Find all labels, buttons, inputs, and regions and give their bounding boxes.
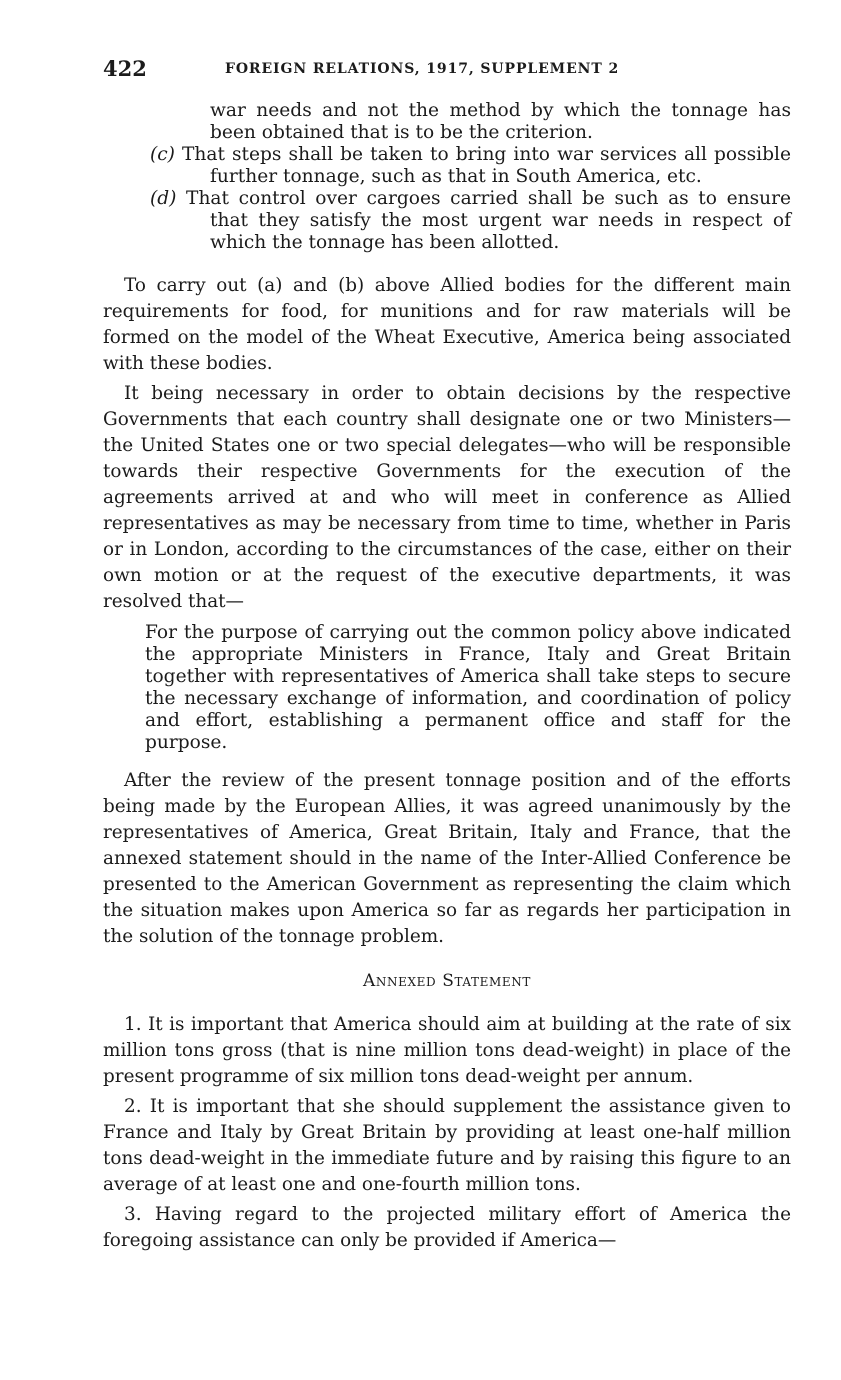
page-number: 422 [103, 56, 147, 81]
body-text [103, 100, 791, 1254]
running-head: FOREIGN RELATIONS, 1917, SUPPLEMENT 2 [225, 61, 620, 77]
paragraph-allied-bodies: To carry out (a) and (b) above Allied bodies for the different main requirements for food, for munitions and for raw materials will be formed on the model of the Wheat Executive, America being associated with these bodies. [103, 275, 791, 374]
annexed-point-1: 1. It is important that America should aim at building at the rate of six million tons gross (that is nine million tons dead-weight) in place of the present programme of six million tons dead-weight per annum. [103, 1014, 791, 1087]
annexed-point-2: 2. It is important that she should supplement the assistance given to France and Italy by Great Britain by providing at least one-half million tons dead-weight in the immediate future and by raising this figure to an average of at least one and one-fourth million tons. [103, 1096, 791, 1195]
list-item-text: That control over cargoes carried shall be such as to ensure that they satisfy the most urgent war needs in respect of which the tonnage has been allotted. [186, 188, 791, 253]
annexed-point-3: 3. Having regard to the projected military effort of America the foregoing assistance can only be provided if America— [103, 1204, 791, 1251]
list-item-c [150, 144, 791, 188]
list-item-text: That steps shall be taken to bring into war services all possible further tonnage, such as that in South America, etc. [182, 144, 791, 187]
list-item-d [150, 188, 791, 254]
paragraph-tonnage-review: After the review of the present tonnage position and of the efforts being made by the European Allies, it was agreed unanimously by the representatives of America, Great Britain, Italy and France, that the annexed statement should in the name of the Inter-Allied Conference be presented to the American Government as representing the claim which the situation makes upon America so far as regards her participation in the solution of the tonnage problem. [103, 770, 791, 947]
page-header [103, 56, 793, 86]
list-item-label: (d) [150, 188, 177, 209]
list-continuation: war needs and not the method by which the tonnage has been obtained that is to be the criterion. [210, 100, 791, 143]
paragraph-ministers: It being necessary in order to obtain decisions by the respective Governments that each country shall designate one or two Ministers—the United States one or two special delegates—who will be responsible towards their respective Governments for the execution of the agreements arrived at and who will meet in conference as Allied representatives as may be necessary from time to time, whether in Paris or in London, according to the circumstances of the case, either on their own motion or at the request of the executive departments, it was resolved that— [103, 383, 791, 612]
resolution-quote: For the purpose of carrying out the common policy above indicated the appropriate Ministers in France, Italy and Great Britain together with representatives of America shall take steps to secure the necessary exchange of information, and coordination of policy and effort, establishing a permanent office and staff for the purpose. [145, 622, 791, 753]
section-heading: Annexed Statement [363, 971, 531, 991]
list-item-label: (c) [150, 144, 175, 165]
